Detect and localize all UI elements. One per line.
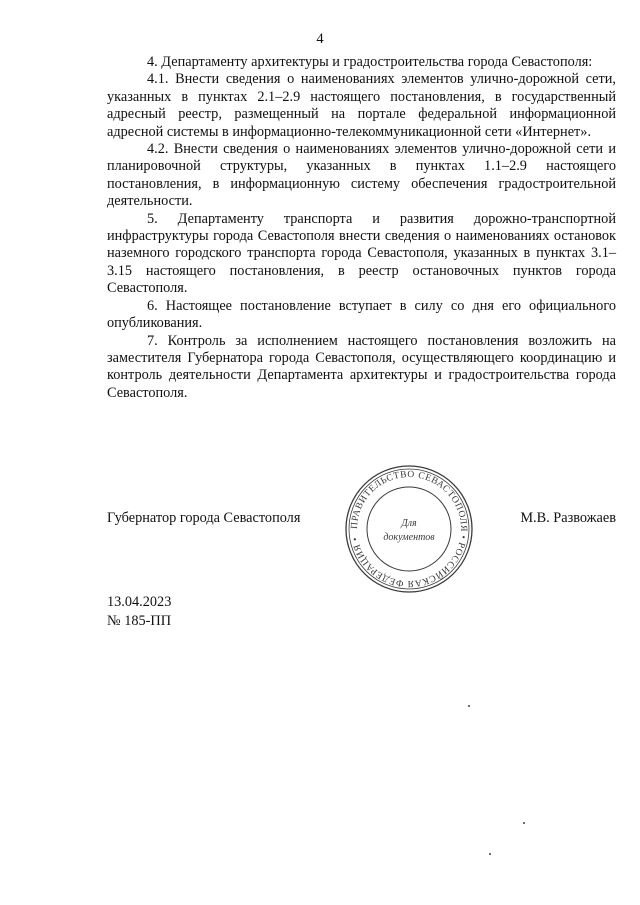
page-number: 4 xyxy=(316,31,324,47)
seal-ring-text: ПРАВИТЕЛЬСТВО СЕВАСТОПОЛЯ • РОССИЙСКАЯ ФЕДЕРАЦИЯ • xyxy=(349,469,469,589)
official-seal xyxy=(343,463,475,595)
paragraph-7: 7. Контроль за исполнением настоящего постановления возложить на заместителя Губернатора города Севастополя, осуществляющего координацию и контроль деятельности Департамента архитектуры и градостроительства города Севастополя. xyxy=(107,332,616,401)
signer-name: М.В. Развожаев xyxy=(520,510,616,526)
paragraph-5: 5. Департаменту транспорта и развития дорожно-транспортной инфраструктуры города Севастополя внести сведения о наименованиях остановок наземного городского транспорта города Севастополя, указанных в пунктах 3.1–3.15 настоящего постановления, в реестр остановочных пунктов города Севастополя. xyxy=(107,210,616,297)
paragraph-4-1: 4.1. Внести сведения о наименованиях элементов улично-дорожной сети, указанных в пунктах 2.1–2.9 настоящего постановления, в государственный адресный реестр, размещенный на портале федеральной информационной адресной системы в информационно-телекоммуникационной сети «Интернет». xyxy=(107,71,616,140)
document-date: 13.04.2023 xyxy=(107,594,172,610)
paragraph-6: 6. Настоящее постановление вступает в силу со дня его официального опубликования. xyxy=(107,297,616,332)
paragraph-4: 4. Департаменту архитектуры и градостроительства города Севастополя: xyxy=(147,54,593,70)
seal-inner-ring xyxy=(367,487,451,571)
seal-outer-ring xyxy=(346,466,472,592)
scan-speck xyxy=(489,853,491,855)
document-body xyxy=(107,54,616,402)
seal-center-line2: документов xyxy=(383,532,435,543)
document-details xyxy=(107,593,171,630)
scan-speck xyxy=(523,822,525,824)
seal-center-line1: Для xyxy=(401,518,417,529)
document-number: № 185-ПП xyxy=(107,612,172,629)
scan-speck xyxy=(468,705,470,707)
paragraph-4-2: 4.2. Внести сведения о наименованиях элементов улично-дорожной сети и планировочной структуры, указанных в пунктах 1.1–2.9 настоящего постановления, в информационную систему обеспечения градостроительной деятельности. xyxy=(107,141,616,210)
signer-title: Губернатор города Севастополя xyxy=(107,510,301,526)
